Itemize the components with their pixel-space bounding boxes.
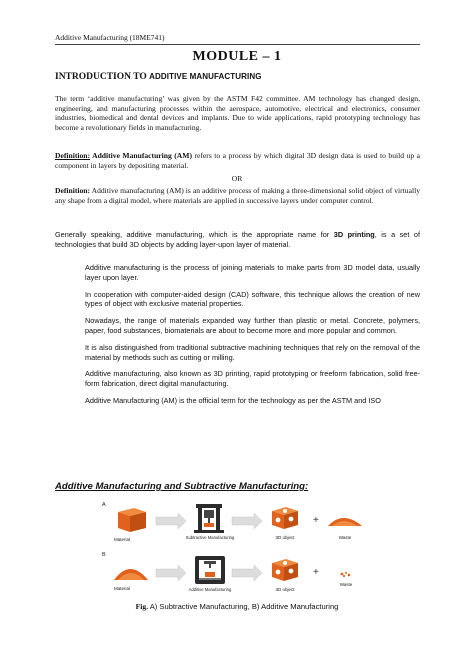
intro-heading [55,72,262,82]
row-b-object-label: 3D object [275,587,295,592]
arrow-icon [156,565,186,581]
definition-1-text: refers to a process by which digital 3D design data is used to build up a component in layers by depositing material. [55,151,420,170]
row-a-waste-label: Waste [338,535,352,540]
caption-text: A) Subtractive Manufacturing, B) Additive Manufacturing [148,602,339,611]
section-heading: Additive Manufacturing and Subtractive Manufacturing: [55,481,309,492]
list-item: Additive Manufacturing (AM) is the official term for the technology as per the ASTM and ISO [85,395,381,405]
milling-machine-icon [194,504,224,533]
definition-2 [55,186,420,205]
definition-1-label: Definition: [55,151,91,160]
list-item: Nowadays, the range of materials expanded way further than plastic or metal. Concrete, polymers, paper, food substances, biomaterials are about to become more and more popular and common. [85,316,420,335]
intro-heading-rest: ADDITIVE MANUFACTURING [149,72,262,81]
list-item: Additive manufacturing, also known as 3D printing, rapid prototyping or freeform fabrication, solid free-form fabrication, direct digital manufacturing. [85,369,420,389]
manufacturing-figure [100,498,380,598]
general-before: Generally speaking, additive manufacturing, which is the appropriate name for [55,230,334,239]
row-b-process-label: Additive Manufacturing [188,587,232,592]
plus-icon: + [313,567,319,578]
powder-pile-icon [114,569,148,580]
row-a-object-label: 3D object [275,535,295,540]
arrow-icon [232,513,262,529]
or-separator: OR [231,174,243,183]
cube-object-icon [272,507,298,529]
arrow-icon [156,513,186,529]
row-a-process-label [186,535,235,540]
figure-caption [0,602,474,611]
list-item: Additive manufacturing is the process of joining materials to make parts from 3D model data, usually layer upon layer. [85,263,420,282]
row-b-marker: B [102,552,106,558]
list-item: It is also distinguished from traditional subtractive machining techniques that rely on the removal of the material by methods such as cutting or milling. [85,342,420,362]
running-header: Additive Manufacturing (18ME741) [55,33,165,42]
module-title: MODULE – 1 [192,49,282,64]
row-a-marker: A [102,502,106,508]
caption-label: Fig. [135,602,149,611]
row-b-waste-label: Waste [339,582,353,587]
bullet-list [85,263,420,413]
general-after: , is a set of technologies that build 3D objects by adding layer-upon layer of material. [55,230,420,249]
arrow-icon [232,565,262,581]
header-rule [55,44,420,45]
intro-heading-lead: INTRODUCTION TO [55,72,150,82]
row-b-material-label: Material [114,586,131,591]
waste-dots-icon [341,572,351,577]
plus-icon: + [313,515,319,526]
row-a-process-text: Subtractive Manufacturing [185,535,235,540]
general-bold: 3D printing [333,230,375,239]
row-a-material-label: Material [114,537,131,542]
list-item: In cooperation with computer-aided design (CAD) software, this technique allows the creation of new types of object with exclusive material properties. [85,289,420,309]
material-block-icon [118,508,146,532]
intro-paragraph: The term ‘additive manufacturing’ was given by the ASTM F42 committee. AM technology has changed design, engineering, and manufacturing processes within the aerospace, automotive, electrical and electronics, consumer industries, biomedical and dental devices and implants. Due to wide applications, rapid prototyping technology has become a revolutionary fields in manufacturing. [55,94,420,132]
definition-2-text: Additive manufacturing (AM) is an additive process of making a three-dimensional solid object of virtually any shape from a digital model, where materials are applied in successive layers under computer control. [55,186,420,205]
definition-1 [55,151,420,170]
general-paragraph [55,230,420,249]
3d-printer-icon [195,556,225,584]
definition-1-term: Additive Manufacturing (AM) [90,151,192,160]
waste-pile-icon [328,518,362,526]
cube-object-icon [272,559,298,581]
definition-2-label: Definition: [55,186,91,195]
